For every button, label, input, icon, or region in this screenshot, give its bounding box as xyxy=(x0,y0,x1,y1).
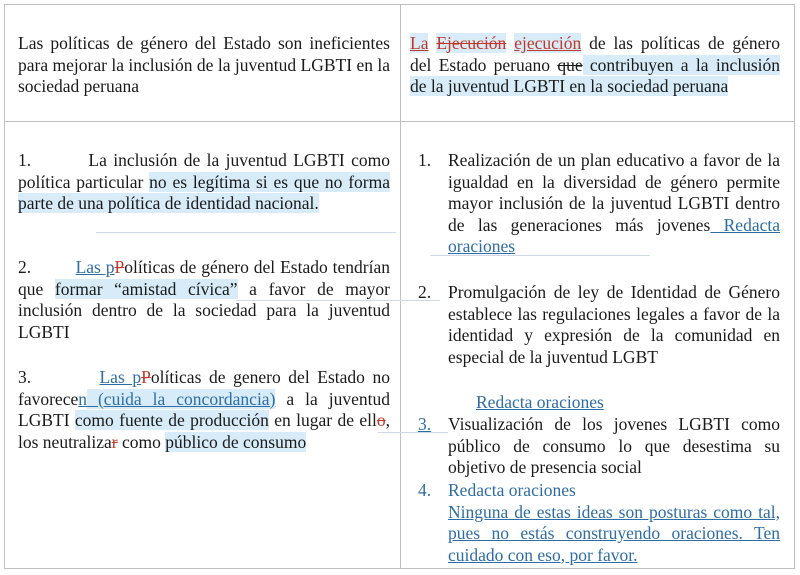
inserted-las-p[interactable]: Las p xyxy=(75,257,115,277)
right-item-1: 1. Realización de un plan educativo a favor de la igualdad en la diversidad de género permite mayor inclusión de la juventud LGBTI dentro de las generaciones más jovenes Redacta oraciones xyxy=(418,150,780,256)
deleted-p[interactable]: P xyxy=(141,367,151,387)
left-item-2: 2. Las pPolíticas de género del Estado tendrían que formar “amistad cívica” a favor de mayor inclusión dentro de la sociedad para la juventud LGBTI xyxy=(18,257,390,342)
comment-redacta-1[interactable]: Redacta oraciones xyxy=(448,214,780,256)
inserted-n[interactable]: n xyxy=(78,388,87,409)
right-item-3: 3. Visualización de los jovenes LGBTI como público de consumo lo que desestima su objetivo de presencia social xyxy=(418,414,780,477)
comment-redacta-4[interactable]: Redacta oraciones xyxy=(448,480,576,500)
left-item-3: 3. Las pPolíticas de genero del Estado no favorecen (cuida la concordancia) a la juventud LGBTI como fuente de producción en lugar de ello, los neutralizar como público de consumo xyxy=(18,367,390,452)
deleted-o[interactable]: o xyxy=(376,410,386,430)
deleted-r[interactable]: r xyxy=(111,431,118,452)
comment-redacta-2[interactable]: Redacta oraciones xyxy=(476,392,604,412)
inserted-la[interactable]: La xyxy=(410,33,429,53)
right-item-2-comment xyxy=(476,392,776,414)
left-item-1: 1. La inclusión de la juventud LGBTI como política particular no es legítima si es que no forma parte de una política de identidad nacional. xyxy=(18,150,390,213)
row-divider xyxy=(4,121,795,122)
inserted-ejecucion[interactable]: ejecución xyxy=(514,33,582,53)
deleted-ejecucion[interactable]: Ejecución xyxy=(436,33,507,53)
column-divider xyxy=(400,4,401,569)
deleted-que[interactable]: que xyxy=(557,54,583,75)
right-item-2: 2. Promulgación de ley de Identidad de Género establece las regulaciones legales a favor de la identidad y expresión de la comunidad en especial de la juventud LGBT xyxy=(418,282,780,367)
feedback-comment[interactable]: Ninguna de estas ideas son posturas como tal, pues no estás construyendo oraciones. Ten cuidado con eso, por favor. xyxy=(448,501,780,565)
comment-concordancia[interactable]: (cuida la concordancia) xyxy=(86,388,276,409)
right-item-4: 4. Redacta oraciones Ninguna de estas ideas son posturas como tal, pues no estás construyendo oraciones. Ten cuidado con eso, por favor. xyxy=(418,480,780,565)
guide-line xyxy=(96,232,396,233)
inserted-las-p[interactable]: Las p xyxy=(99,367,142,387)
header-left: Las políticas de género del Estado son ineficientes para mejorar la inclusión de la juventud LGBTI en la sociedad peruana xyxy=(18,33,390,96)
header-right: La Ejecución ejecución de las políticas de género del Estado peruano que contribuyen a la inclusión de la juventud LGBTI en la sociedad peruana xyxy=(410,33,780,96)
deleted-p[interactable]: P xyxy=(114,257,125,277)
